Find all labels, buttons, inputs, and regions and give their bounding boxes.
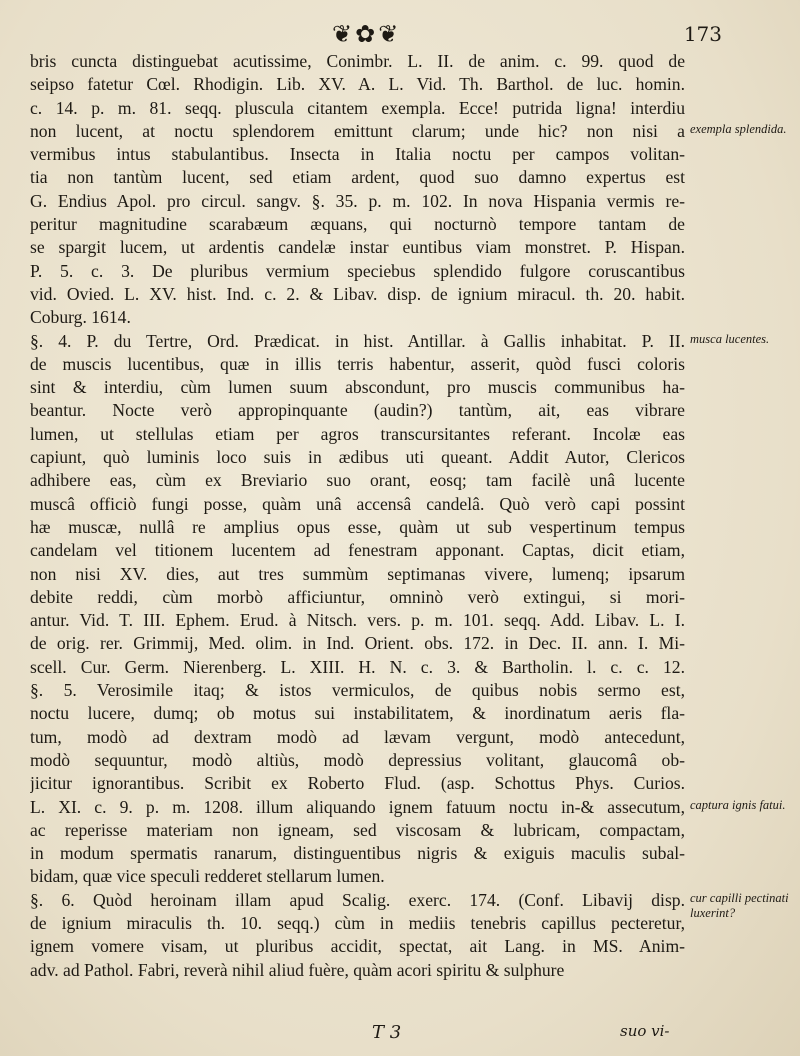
text-line: tum, modò ad dextram modò ad lævam vergunt, modò antecedunt,: [30, 726, 685, 747]
text-line: vid. Ovied. L. XV. hist. Ind. c. 2. & Libav. disp. de ignium miracul. th. 20. habit.: [30, 283, 685, 304]
text-line: se spargit lucem, ut ardentis candelæ instar euntibus viam monstret. P. Hispan.: [30, 237, 685, 258]
body-text: [30, 50, 685, 982]
text-line: candelam vel titionem lucentem ad fenestram apponant. Captas, dicit etiam,: [30, 540, 685, 561]
text-line: vermibus intus stabulantibus. Insecta in Italia noctu per campos volitan-: [30, 144, 685, 165]
text-line: lumen, ut stellulas etiam per agros transcursitantes referant. Incolæ eas: [30, 423, 685, 444]
text-line: antur. Vid. T. III. Ephem. Erud. à Nitsch. vers. p. m. 101. seqq. Add. Libav. L. I.: [30, 610, 685, 631]
text-line: adv. ad Pathol. Fabri, reverà nihil aliud fuère, quàm acori spiritu & sulphure: [30, 959, 565, 980]
text-line: G. Endius Apol. pro circul. sangv. §. 35. p. m. 102. In nova Hispania vermis re-: [30, 190, 685, 211]
margin-note: captura ignis fatui.: [690, 797, 786, 812]
header-ornament: ❦✿❦: [332, 20, 402, 48]
text-line: §. 4. P. du Tertre, Ord. Prædicat. in hist. Antillar. à Gallis inhabitat. P. II.: [30, 330, 685, 351]
text-line: adhibere eas, cùm ex Breviario suo orant, eosq; tam facilè unâ lucente: [30, 470, 685, 491]
text-line: P. 5. c. 3. De pluribus vermium speciebus splendido fulgore coruscantibus: [30, 260, 685, 281]
text-line: beantur. Nocte verò appropinquante (audin?) tantùm, ait, eas vibrare: [30, 400, 685, 421]
text-line: de muscis lucentibus, quæ in illis terris habentur, asserit, quòd fusci coloris: [30, 353, 685, 374]
text-line: de orig. rer. Grimmij, Med. olim. in Ind. Orient. obs. 172. in Dec. II. ann. I. Mi-: [30, 633, 685, 654]
text-line: non nisi XV. dies, aut tres summùm septimanas vivere, lumenq; ipsarum: [30, 563, 685, 584]
text-line: sint & interdiu, cùm lumen suum abscondunt, pro muscis communibus ha-: [30, 377, 685, 398]
text-line: bidam, quæ vice speculi redderet stellarum lumen.: [30, 866, 385, 887]
signature-mark: T 3: [372, 1022, 402, 1043]
text-line: ac reperisse materiam non igneam, sed viscosam & lubricam, compactam,: [30, 819, 685, 840]
margin-note: cur capilli pectinati luxerint?: [690, 890, 789, 920]
text-line: muscâ officiò fungi posse, quàm unâ accensâ candelâ. Quò verò capi possint: [30, 493, 685, 514]
text-line: hæ muscæ, nullâ re amplius opus esse, quàm ut sub vespertinum tempus: [30, 516, 685, 537]
text-line: capiunt, quò luminis loco suis in ædibus uti queant. Addit Autor, Clericos: [30, 447, 685, 468]
text-line: tia non tantùm lucent, sed etiam ardent, quod suo damno expertus est: [30, 167, 685, 188]
text-line: non lucent, at noctu splendorem emittunt clarum; unde hic? non nisi a: [30, 120, 685, 141]
text-line: modò sequuntur, modò altiùs, modò depressius volitant, glaucomâ ob-: [30, 749, 685, 770]
text-line: L. XI. c. 9. p. m. 1208. illum aliquando ignem fatuum noctu in-& assecutum,: [30, 796, 685, 817]
text-line: noctu lucere, dumq; ob motus sui instabilitatem, & inordinatum aeris fla-: [30, 703, 685, 724]
margin-note: musca lucentes.: [690, 331, 770, 346]
page-number: 173: [683, 22, 722, 46]
text-line: bris cuncta distinguebat acutissime, Conimbr. L. II. de anim. c. 99. quod de: [30, 51, 685, 71]
text-line: seipso fatetur Cœl. Rhodigin. Lib. XV. A. L. Vid. Th. Barthol. de luc. homin.: [30, 74, 685, 95]
text-line: §. 5. Verosimile itaq; & istos vermiculos, de quibus nobis sermo est,: [30, 680, 685, 701]
catchword: suo vi-: [620, 1022, 670, 1040]
text-line: peritur magnitudine scarabæum æquans, qui nocturnò tempore tantam de: [30, 214, 685, 235]
text-line: jicitur ignorantibus. Scribit ex Roberto Flud. (asp. Schottus Phys. Curios.: [30, 773, 685, 794]
text-line: debite reddi, cùm morbò afficiuntur, omninò verò extingui, si mori-: [30, 586, 685, 607]
text-line: Coburg. 1614.: [30, 307, 131, 328]
text-line: de ignium miraculis th. 10. seqq.) cùm in mediis tenebris capillus pecteretur,: [30, 912, 685, 933]
text-line: ignem vomere visam, ut pluribus accidit, spectat, ait Lang. in MS. Anim-: [30, 936, 685, 957]
text-line: §. 6. Quòd heroinam illam apud Scalig. exerc. 174. (Conf. Libavij disp.: [30, 889, 685, 910]
page-header: [32, 18, 722, 54]
text-line: c. 14. p. m. 81. seqq. pluscula citantem exempla. Ecce! putrida ligna! interdiu: [30, 97, 685, 118]
text-line: scell. Cur. Germ. Nierenberg. L. XIII. H. N. c. 3. & Bartholin. l. c. c. 12.: [30, 656, 685, 677]
text-line: in modum spermatis ranarum, distinguentibus nigris & exiguis maculis subal-: [30, 843, 685, 864]
margin-note: exempla splendida.: [690, 121, 787, 136]
